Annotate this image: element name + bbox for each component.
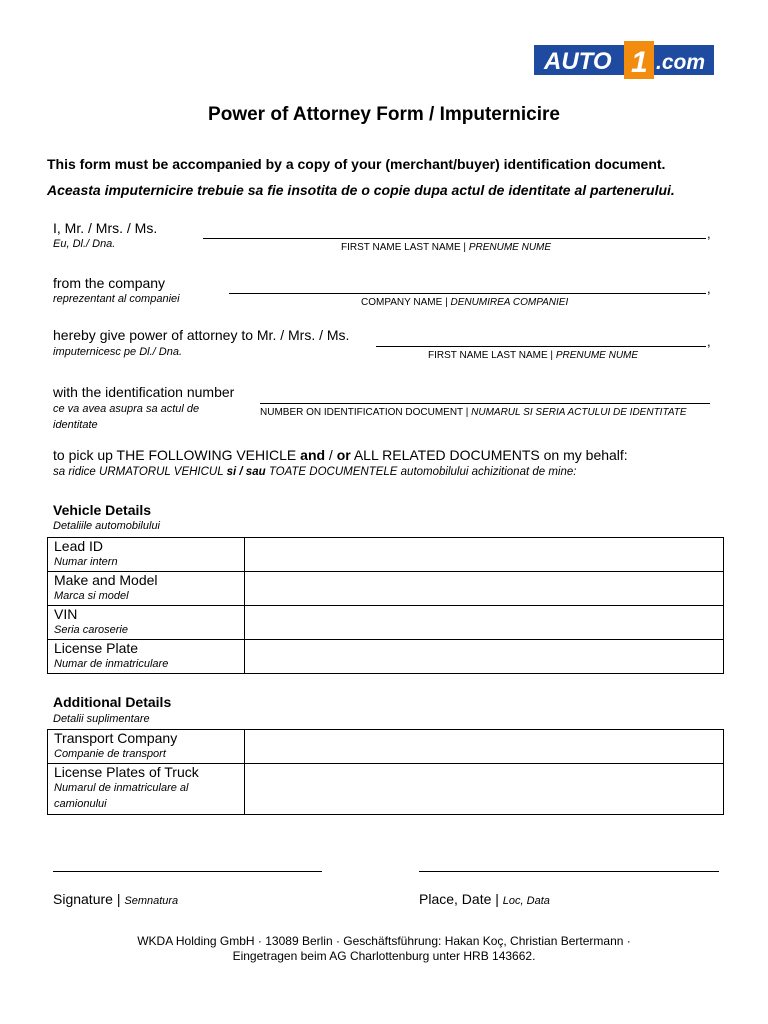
intro-english: This form must be accompanied by a copy of your (merchant/buyer) identification document. bbox=[47, 156, 666, 172]
vehicle-vin-label: VIN Seria caroserie bbox=[48, 606, 245, 640]
signature-line[interactable] bbox=[53, 871, 322, 872]
vehicle-lead-id-label: Lead ID Numar intern bbox=[48, 538, 245, 572]
vehicle-lead-id-input[interactable] bbox=[245, 538, 724, 572]
name-comma: , bbox=[707, 226, 711, 241]
signature-label: Signature | Semnatura bbox=[53, 891, 179, 907]
logo-text-com: .com bbox=[656, 51, 706, 74]
idnumber-input-line[interactable] bbox=[260, 403, 710, 404]
attorney-comma: , bbox=[707, 334, 711, 349]
intro-romanian: Aceasta imputernicire trebuie sa fie insotita de o copie dupa actul de identitate al partenerului. bbox=[47, 182, 675, 198]
logo-text-one: 1 bbox=[631, 46, 648, 79]
idnumber-caption: NUMBER ON IDENTIFICATION DOCUMENT | NUMARUL SI SERIA ACTULUI DE IDENTITATE bbox=[260, 407, 687, 418]
table-row bbox=[48, 538, 724, 572]
truck-plates-input[interactable] bbox=[245, 764, 724, 815]
additional-details-subheading: Detalii suplimentare bbox=[53, 713, 150, 725]
idnumber-sublabel-1: ce va avea asupra sa actul de bbox=[53, 403, 200, 415]
additional-details-heading: Additional Details bbox=[53, 694, 172, 710]
vehicle-make-model-input[interactable] bbox=[245, 572, 724, 606]
pickup-romanian: sa ridice URMATORUL VEHICUL si / sau TOATE DOCUMENTELE automobilului achizitionat de mine: bbox=[53, 466, 577, 478]
company-label: from the company bbox=[53, 275, 166, 291]
attorney-caption: FIRST NAME LAST NAME | PRENUME NUME bbox=[428, 350, 639, 361]
attorney-input-line[interactable] bbox=[376, 346, 706, 347]
truck-plates-label: License Plates of Truck Numarul de inmatriculare al camionului bbox=[48, 764, 245, 815]
footer-line-1: WKDA Holding GmbH · 13089 Berlin · Geschäftsführung: Hakan Koç, Christian Bertermann · bbox=[137, 934, 631, 948]
auto1-logo bbox=[532, 41, 716, 79]
place-date-line[interactable] bbox=[419, 871, 719, 872]
attorney-sublabel: imputernicesc pe Dl./ Dna. bbox=[53, 346, 182, 358]
company-caption: COMPANY NAME | DENUMIREA COMPANIEI bbox=[361, 297, 569, 308]
attorney-label: hereby give power of attorney to Mr. / Mrs. / Ms. bbox=[53, 327, 350, 343]
place-date-label: Place, Date | Loc, Data bbox=[419, 891, 550, 907]
name-sublabel: Eu, Dl./ Dna. bbox=[53, 238, 116, 250]
table-row bbox=[48, 764, 724, 815]
table-row bbox=[48, 572, 724, 606]
company-sublabel: reprezentant al companiei bbox=[53, 293, 180, 305]
footer-line-2: Eingetragen beim AG Charlottenburg unter HRB 143662. bbox=[232, 949, 536, 963]
company-input-line[interactable] bbox=[229, 293, 706, 294]
logo-text-auto: AUTO bbox=[544, 48, 612, 75]
vehicle-vin-input[interactable] bbox=[245, 606, 724, 640]
pickup-english: to pick up THE FOLLOWING VEHICLE and / or ALL RELATED DOCUMENTS on my behalf: bbox=[53, 447, 628, 463]
name-caption: FIRST NAME LAST NAME | PRENUME NUME bbox=[341, 242, 552, 253]
idnumber-sublabel-2: identitate bbox=[53, 419, 98, 431]
vehicle-details-table bbox=[47, 537, 724, 674]
vehicle-license-plate-label: License Plate Numar de inmatriculare bbox=[48, 640, 245, 674]
vehicle-details-heading: Vehicle Details bbox=[53, 502, 152, 518]
table-row bbox=[48, 640, 724, 674]
table-row bbox=[48, 730, 724, 764]
page-title: Power of Attorney Form / Imputernicire bbox=[208, 104, 560, 125]
transport-company-input[interactable] bbox=[245, 730, 724, 764]
vehicle-details-subheading: Detaliile automobilului bbox=[53, 520, 161, 532]
name-input-line[interactable] bbox=[203, 238, 706, 239]
idnumber-label: with the identification number bbox=[53, 384, 235, 400]
transport-company-label: Transport Company Companie de transport bbox=[48, 730, 245, 764]
name-label: I, Mr. / Mrs. / Ms. bbox=[53, 220, 158, 236]
additional-details-table bbox=[47, 729, 724, 815]
company-comma: , bbox=[707, 281, 711, 296]
vehicle-license-plate-input[interactable] bbox=[245, 640, 724, 674]
table-row bbox=[48, 606, 724, 640]
vehicle-make-model-label: Make and Model Marca si model bbox=[48, 572, 245, 606]
